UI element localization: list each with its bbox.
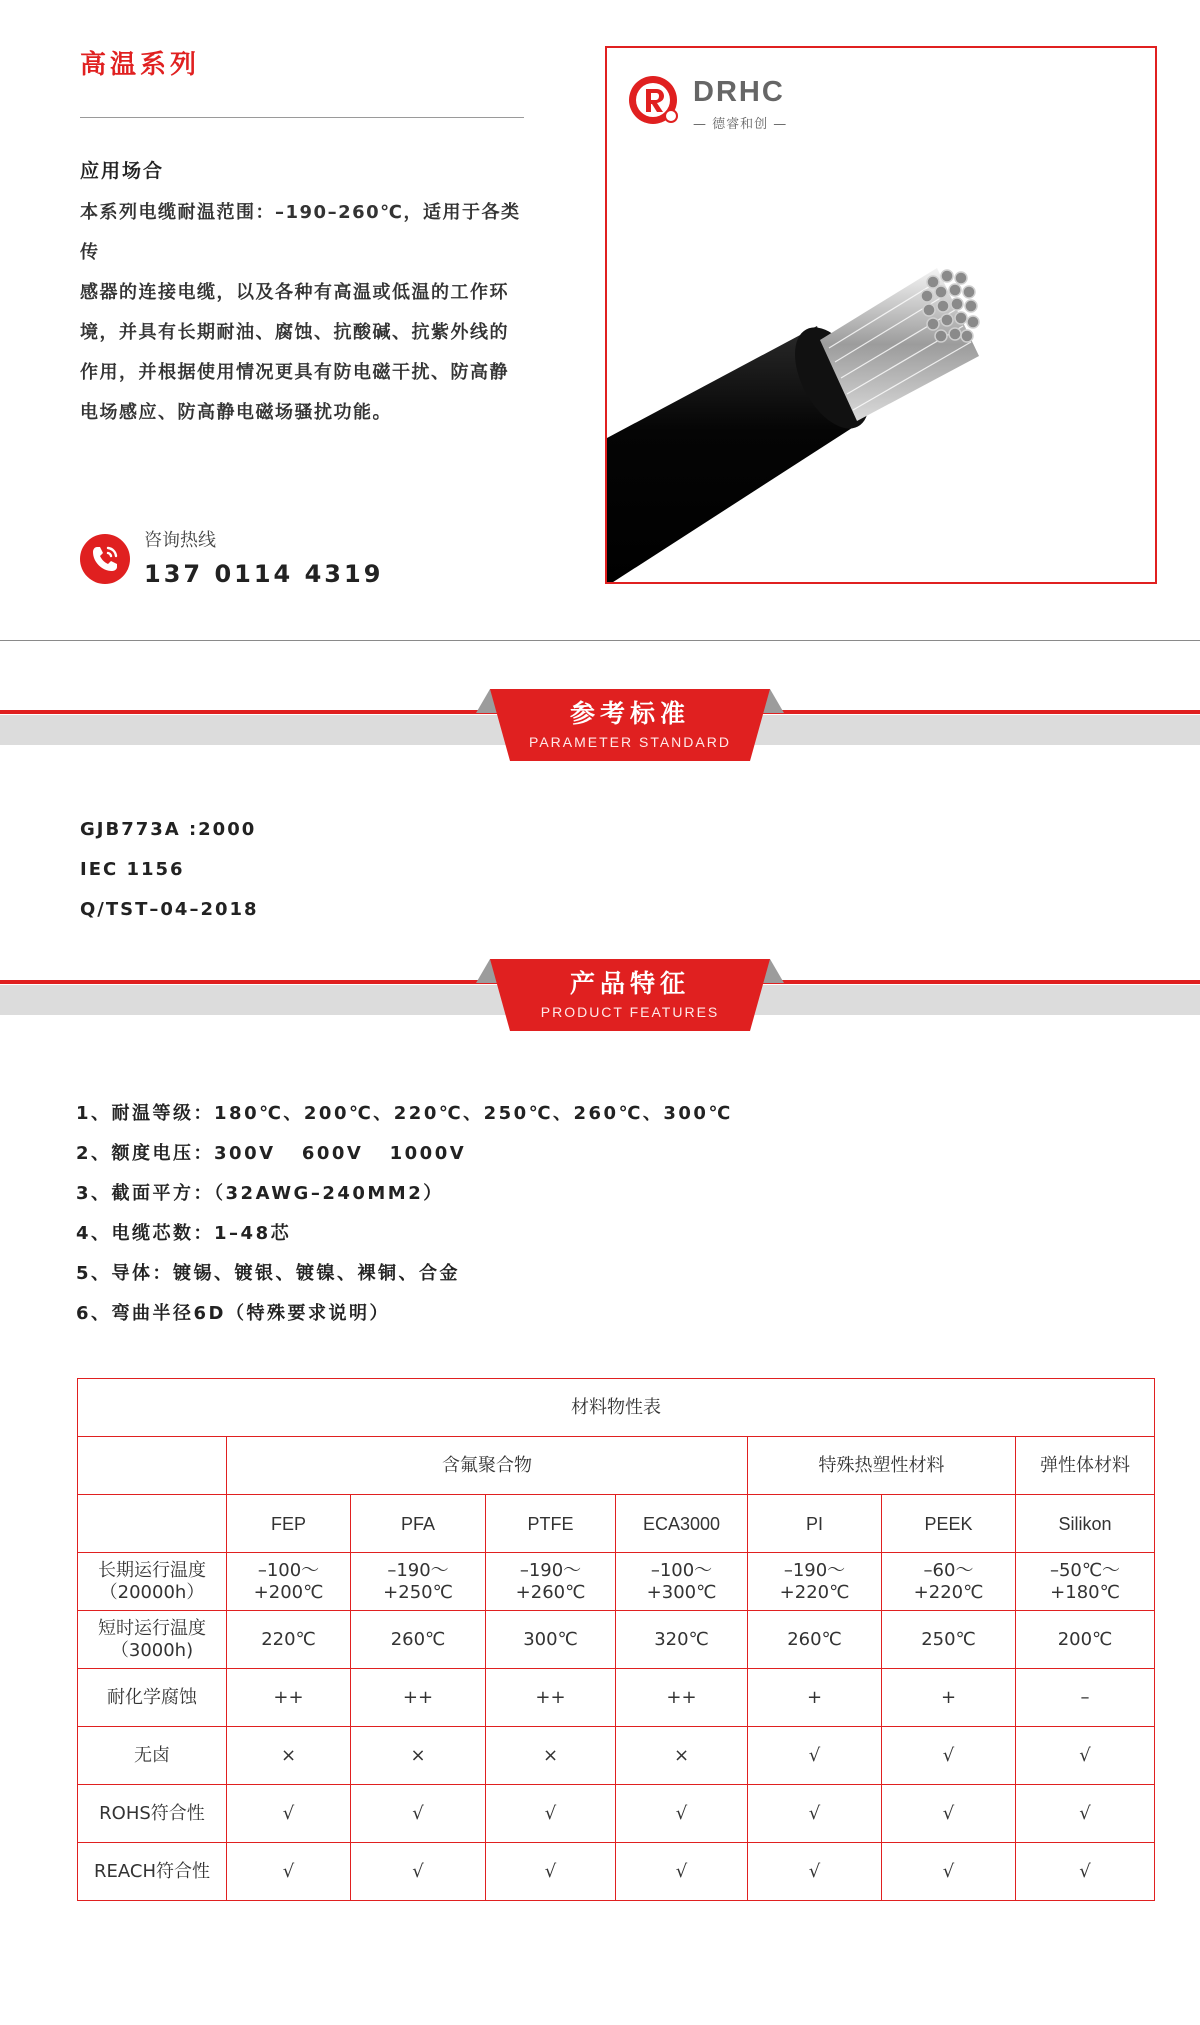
- cell-value: √: [544, 1802, 557, 1824]
- features-banner-subtitle: PRODUCT FEATURES: [540, 1004, 720, 1020]
- cell-value: –50℃～: [1049, 1559, 1121, 1581]
- cell-value: √: [675, 1802, 688, 1824]
- application-heading: 应用场合: [80, 160, 165, 182]
- row-label: [78, 1727, 227, 1785]
- application-line: 感器的连接电缆，以及各种有高温或低温的工作环: [80, 282, 509, 303]
- table-title: 材料物性表: [78, 1379, 1155, 1437]
- title-divider: [80, 117, 524, 118]
- table-cell: [1016, 1785, 1155, 1843]
- cell-value: √: [1079, 1860, 1091, 1882]
- brand-name: DRHC: [693, 76, 785, 108]
- table-row: [78, 1669, 1155, 1727]
- row-label: [78, 1669, 227, 1727]
- feature-item: 1、耐温等级：180℃、200℃、220℃、250℃、260℃、300℃: [76, 1103, 733, 1124]
- cell-value: √: [808, 1744, 821, 1766]
- cell-value: √: [282, 1802, 295, 1824]
- phone-icon: [80, 534, 130, 584]
- cell-value: 250℃: [921, 1628, 976, 1650]
- cell-value: –: [1080, 1686, 1090, 1708]
- cell-value: ×: [673, 1744, 690, 1766]
- cell-value: ++: [535, 1686, 566, 1708]
- product-image-frame: [605, 46, 1157, 584]
- application-line: 电场感应、防高静电磁场骚扰功能。: [80, 402, 392, 423]
- row-label-line: （20000h）: [99, 1581, 205, 1603]
- standard-item: IEC 1156: [80, 859, 185, 880]
- cell-value: √: [675, 1860, 688, 1882]
- cell-value: –100～: [257, 1559, 320, 1581]
- cell-value: ×: [542, 1744, 559, 1766]
- table-cell: [486, 1843, 616, 1901]
- material-header: PFA: [351, 1495, 486, 1553]
- material-header: PTFE: [486, 1495, 616, 1553]
- cell-value: ×: [280, 1744, 297, 1766]
- cell-value: ++: [666, 1686, 697, 1708]
- table-row: [78, 1785, 1155, 1843]
- feature-item: 2、额度电压：300V 600V 1000V: [76, 1143, 467, 1164]
- table-cell: [882, 1727, 1016, 1785]
- cell-value: +300℃: [646, 1581, 717, 1603]
- feature-item: 3、截面平方：（32AWG–240MM2）: [76, 1183, 444, 1204]
- standards-list: [80, 816, 259, 936]
- table-cell: [616, 1553, 748, 1611]
- cell-value: 260℃: [787, 1628, 842, 1650]
- features-banner: [0, 959, 1200, 1031]
- table-cell: [227, 1727, 351, 1785]
- cell-value: +220℃: [913, 1581, 984, 1603]
- series-title: 高温系列: [80, 50, 201, 80]
- table-cell: [486, 1785, 616, 1843]
- row-label-line: 短时运行温度: [98, 1617, 206, 1639]
- table-cell: [616, 1843, 748, 1901]
- material-header: PI: [748, 1495, 882, 1553]
- row-label-line: 无卤: [134, 1744, 170, 1766]
- group-header: 含氟聚合物: [227, 1437, 748, 1495]
- features-list: [76, 1100, 733, 1340]
- table-cell: [616, 1727, 748, 1785]
- cell-value: √: [282, 1860, 295, 1882]
- section-divider: [0, 640, 1200, 641]
- table-cell: [351, 1785, 486, 1843]
- cell-value: +: [806, 1686, 823, 1708]
- material-header: FEP: [227, 1495, 351, 1553]
- table-cell: [748, 1843, 882, 1901]
- table-cell: [616, 1785, 748, 1843]
- row-label: [78, 1611, 227, 1669]
- row-label-line: 耐化学腐蚀: [107, 1686, 197, 1708]
- table-cell: [1016, 1843, 1155, 1901]
- standards-banner-subtitle: PARAMETER STANDARD: [529, 734, 731, 750]
- material-header: PEEK: [882, 1495, 1016, 1553]
- cell-value: –190～: [387, 1559, 449, 1581]
- cell-value: √: [544, 1860, 557, 1882]
- group-header: 弹性体材料: [1016, 1437, 1155, 1495]
- table-cell: [748, 1785, 882, 1843]
- feature-item: 4、电缆芯数：1–48芯: [76, 1223, 292, 1244]
- feature-item: 5、导体：镀锡、镀银、镀镍、裸铜、合金: [76, 1263, 461, 1284]
- cell-value: √: [1079, 1802, 1091, 1824]
- table-cell: [351, 1669, 486, 1727]
- material-header: Silikon: [1016, 1495, 1155, 1553]
- table-cell: [748, 1727, 882, 1785]
- brand-subtitle: — 德睿和创 —: [693, 117, 788, 132]
- brand-mark-icon: [627, 72, 683, 128]
- table-cell: [882, 1669, 1016, 1727]
- table-cell: [616, 1611, 748, 1669]
- cell-value: +200℃: [253, 1581, 324, 1603]
- material-properties-table: [77, 1378, 1155, 1901]
- table-row: [78, 1611, 1155, 1669]
- cell-value: √: [1079, 1744, 1091, 1766]
- hotline[interactable]: [80, 524, 500, 594]
- row-label-line: ROHS符合性: [99, 1802, 205, 1824]
- features-banner-title: 产品特征: [569, 969, 690, 998]
- cell-value: –100～: [650, 1559, 713, 1581]
- cell-value: √: [412, 1860, 424, 1882]
- table-cell: [1016, 1611, 1155, 1669]
- row-label-line: REACH符合性: [94, 1860, 210, 1882]
- table-cell: [882, 1611, 1016, 1669]
- cell-value: +: [940, 1686, 957, 1708]
- row-label-line: 长期运行温度: [98, 1559, 206, 1581]
- row-label: [78, 1553, 227, 1611]
- table-cell: [227, 1553, 351, 1611]
- cell-value: √: [942, 1802, 955, 1824]
- table-cell: [748, 1553, 882, 1611]
- cell-value: –60～: [923, 1559, 974, 1581]
- cell-value: √: [942, 1744, 955, 1766]
- feature-item: 6、弯曲半径6D（特殊要求说明）: [76, 1303, 390, 1324]
- application-line: 境，并具有长期耐油、腐蚀、抗酸碱、抗紫外线的: [80, 322, 509, 343]
- table-cell: [1016, 1727, 1155, 1785]
- cell-value: –190～: [519, 1559, 582, 1581]
- hotline-label: 咨询热线: [144, 530, 216, 551]
- group-header: 特殊热塑性材料: [748, 1437, 1016, 1495]
- row-label: [78, 1785, 227, 1843]
- table-cell: [882, 1785, 1016, 1843]
- row-label-line: （3000h): [110, 1639, 194, 1661]
- table-cell: [227, 1785, 351, 1843]
- table-cell: [616, 1669, 748, 1727]
- cell-value: 200℃: [1057, 1628, 1113, 1650]
- table-row: [78, 1727, 1155, 1785]
- cell-value: +260℃: [515, 1581, 586, 1603]
- table-cell: [748, 1669, 882, 1727]
- brand-logo: [627, 72, 827, 132]
- table-cell: [882, 1843, 1016, 1901]
- application-line: 作用，并根据使用情况更具有防电磁干扰、防高静: [80, 362, 509, 383]
- table-body: [78, 1553, 1155, 1901]
- cell-value: 260℃: [390, 1628, 446, 1650]
- table-row: [78, 1553, 1155, 1611]
- hotline-number[interactable]: 137 0114 4319: [144, 560, 384, 588]
- table-cell: [1016, 1669, 1155, 1727]
- table-cell: [486, 1727, 616, 1785]
- cell-value: +180℃: [1050, 1581, 1120, 1603]
- standards-banner: [0, 689, 1200, 761]
- table-cell: [227, 1669, 351, 1727]
- table-cell: [351, 1727, 486, 1785]
- table-corner-cell: [78, 1495, 227, 1553]
- cell-value: –190～: [783, 1559, 846, 1581]
- table-cell: [1016, 1553, 1155, 1611]
- table-corner-cell: [78, 1437, 227, 1495]
- cell-value: √: [942, 1860, 955, 1882]
- cell-value: √: [808, 1860, 821, 1882]
- cell-value: +250℃: [383, 1581, 453, 1603]
- table-cell: [227, 1611, 351, 1669]
- table-cell: [486, 1553, 616, 1611]
- table-cell: [351, 1553, 486, 1611]
- application-description: [80, 193, 530, 433]
- application-line: 本系列电缆耐温范围：–190–260℃，适用于各类传: [80, 202, 521, 263]
- cell-value: 320℃: [654, 1628, 709, 1650]
- cell-value: √: [808, 1802, 821, 1824]
- cell-value: 300℃: [523, 1628, 578, 1650]
- cell-value: ++: [402, 1686, 434, 1708]
- cell-value: ×: [410, 1744, 426, 1766]
- standards-banner-title: 参考标准: [569, 699, 690, 728]
- cell-value: ++: [273, 1686, 304, 1708]
- row-label: [78, 1843, 227, 1901]
- table-cell: [351, 1611, 486, 1669]
- material-header: ECA3000: [616, 1495, 748, 1553]
- table-cell: [748, 1611, 882, 1669]
- cell-value: 220℃: [261, 1628, 316, 1650]
- cell-value: +220℃: [779, 1581, 850, 1603]
- table-cell: [486, 1669, 616, 1727]
- cell-value: √: [412, 1802, 424, 1824]
- table-cell: [351, 1843, 486, 1901]
- table-cell: [882, 1553, 1016, 1611]
- standard-item: Q/TST–04–2018: [80, 899, 259, 920]
- table-cell: [227, 1843, 351, 1901]
- table-row: [78, 1843, 1155, 1901]
- table-cell: [486, 1611, 616, 1669]
- standard-item: GJB773A :2000: [80, 819, 257, 840]
